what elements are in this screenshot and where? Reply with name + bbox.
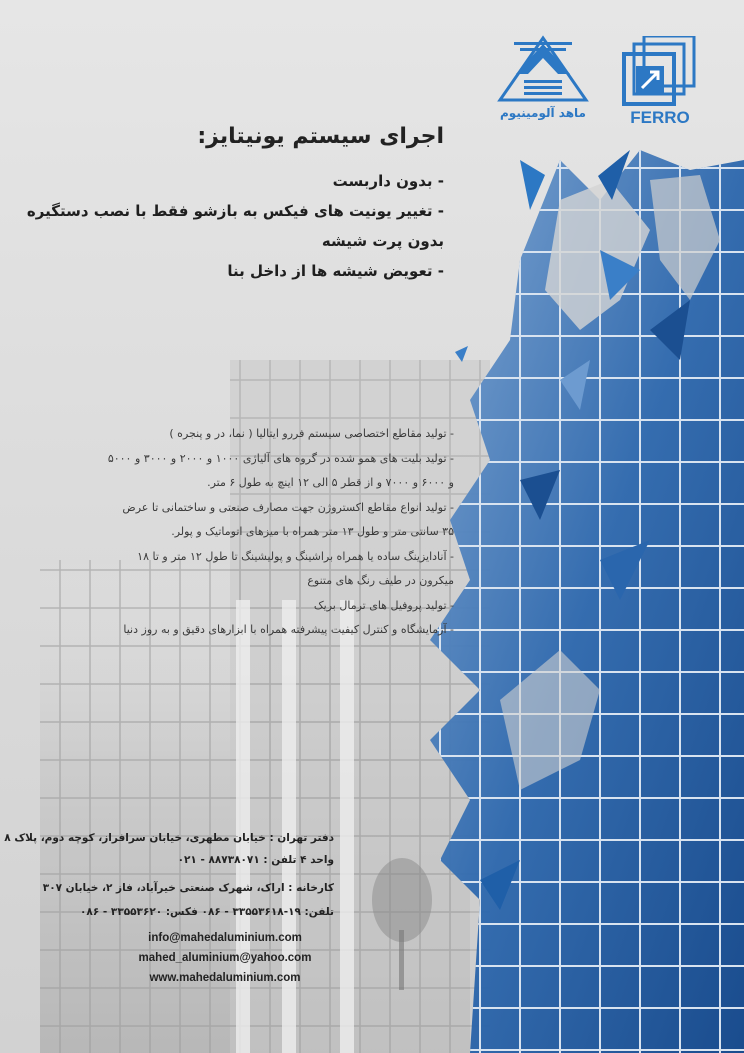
mahed-logo-text: ماهد آلومینیوم bbox=[500, 106, 586, 120]
feature-item: - آزمایشگاه و کنترل کیفیت پیشرفته همراه با ابزارهای دقیق و به روز دنیا bbox=[123, 623, 454, 636]
features-list bbox=[14, 422, 454, 643]
bullet-change-units: - تغییر یونیت های فیکس به بازشو فقط با نصب دستگیره bbox=[26, 202, 444, 220]
mahed-logo bbox=[494, 34, 592, 126]
factory-address: کارخانه : اراک، شهرک صنعتی خیرآباد، فاز ۲، خیابان ۳۰۷ bbox=[42, 882, 334, 894]
email-yahoo-link[interactable]: mahed_aluminium@yahoo.com bbox=[138, 952, 312, 964]
bullet-no-scaffolding: - بدون داربست bbox=[332, 172, 444, 190]
headline: اجرای سیستم یونیتایز: bbox=[197, 124, 444, 149]
mahed-logo-mark-icon bbox=[494, 34, 592, 104]
factory-phone-fax: تلفن: ۱۹-۳۳۵۵۳۶۱۸ - ۰۸۶ فکس: ۳۳۵۵۳۶۲۰ - ۰۸۶ bbox=[80, 906, 334, 918]
office-address: دفتر تهران : خیابان مطهری، خیابان سرافراز، کوچه دوم، پلاک ۸ bbox=[4, 832, 334, 844]
bullet-replace-glass-inside: - تعویض شیشه ها از داخل بنا bbox=[227, 262, 444, 280]
ferro-logo-text: FERRO bbox=[630, 108, 690, 127]
bullet-no-glass-waste: بدون پرت شیشه bbox=[321, 232, 444, 250]
office-phone: واحد ۴ تلفن : ۸۸۷۳۸۰۷۱ - ۰۲۱ bbox=[177, 854, 334, 866]
feature-item: - تولید بلیت های همو شده در گروه های آلیاژی ۱۰۰۰ و ۲۰۰۰ و ۳۰۰۰ و ۵۰۰۰ bbox=[107, 451, 454, 465]
feature-item: و ۶۰۰۰ و ۷۰۰۰ و از قطر ۵ الی ۱۲ اینچ به طول ۶ متر. bbox=[207, 476, 454, 489]
ferro-logo-mark-icon bbox=[620, 36, 700, 106]
website-link[interactable]: www.mahedaluminium.com bbox=[149, 972, 301, 984]
feature-item: میکرون در طیف رنگ های متنوع bbox=[307, 574, 454, 587]
feature-item: - تولید انواع مقاطع اکستروژن جهت مصارف صنعتی و ساختمانی تا عرض bbox=[122, 500, 454, 514]
ferro-logo bbox=[620, 36, 700, 132]
feature-item: ۳۵ سانتی متر و طول ۱۳ متر همراه با میزهای اتوماتیک و پولر. bbox=[171, 525, 454, 538]
feature-item: - تولید مقاطع اختصاصی سیستم فررو ایتالیا ( نما، در و پنجره ) bbox=[169, 427, 454, 440]
feature-item: - تولید پروفیل های ترمال بریک bbox=[313, 598, 454, 612]
feature-item: - آنادایزینگ ساده یا همراه براشینگ و پولیشینگ تا طول ۱۲ متر و تا ۱۸ bbox=[137, 549, 454, 563]
email-info-link[interactable]: info@mahedaluminium.com bbox=[148, 932, 302, 944]
